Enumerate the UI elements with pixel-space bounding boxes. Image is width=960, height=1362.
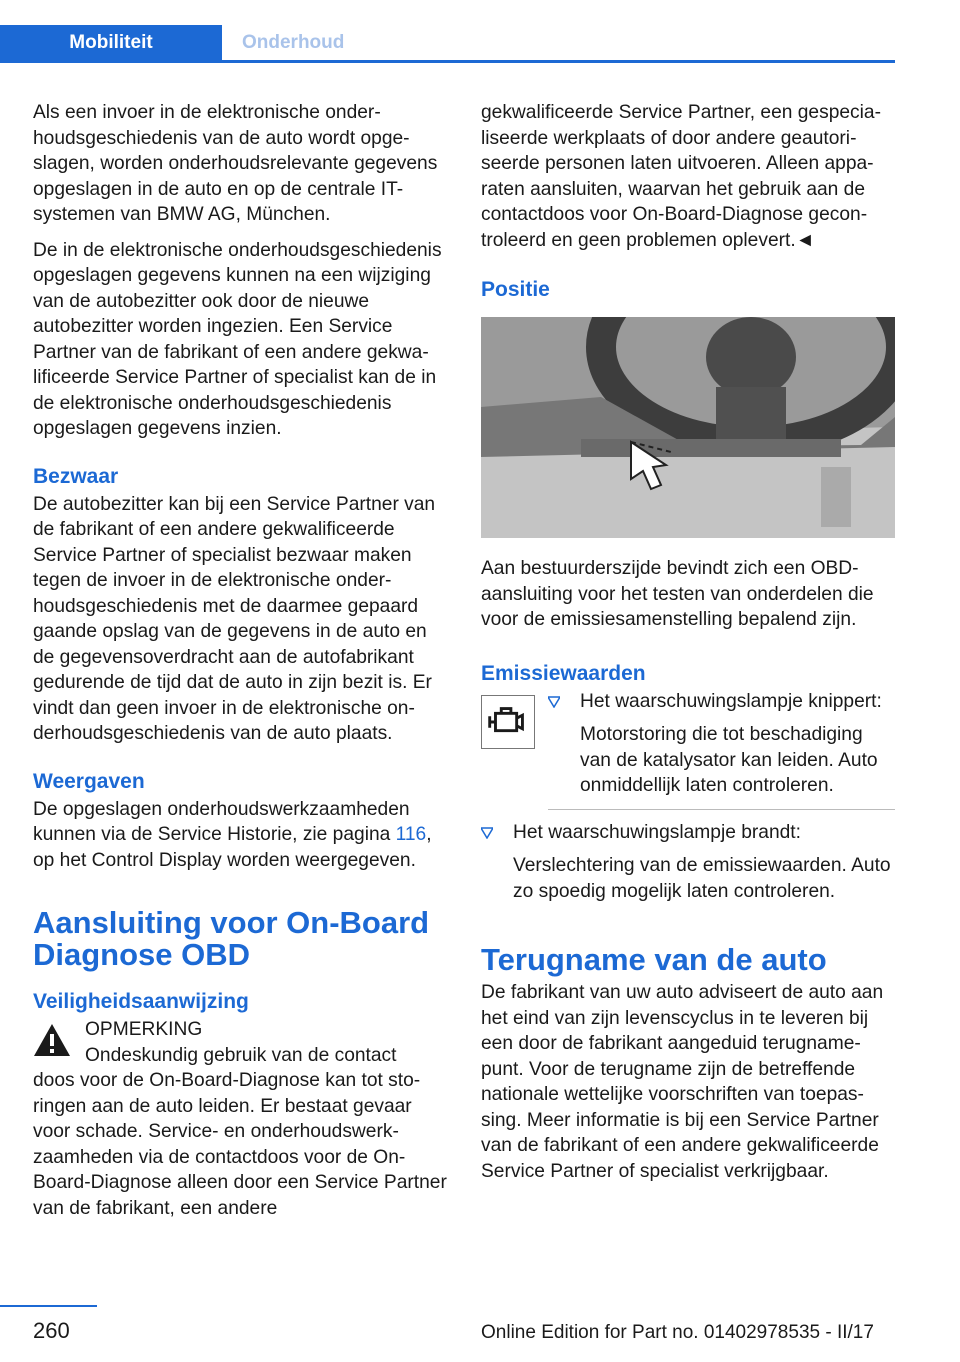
paragraph <box>33 797 447 874</box>
tab-onderhoud[interactable]: Onderhoud <box>242 32 345 53</box>
page-link[interactable]: 116 <box>395 824 427 845</box>
heading-positie: Positie <box>481 278 550 301</box>
list-item <box>548 689 895 799</box>
list-item-text: Motorstoring die tot beschadiging van de katalysator kan leiden. Auto onmiddellijk laten controleren. <box>580 724 878 796</box>
heading-obd: Aansluiting voor On-Board Diagnose OBD <box>33 905 430 972</box>
paragraph: Als een invoer in de elektronische onderhoudsgeschiedenis van de auto wordt opgeslagen, worden onderhoudsrelevante gegevens opgeslagen in de auto en op de centrale IT-systemen van BMW AG, München. <box>33 102 438 225</box>
engine-warning-icon <box>481 695 535 749</box>
note-text-continued: doos voor de On-Board-Diagnose kan tot storingen aan de auto leiden. Er bestaat gevaar voor schade. Service- en onderhoudswerkzaamheden via de contactdoos voor de On-Board-Diagnose alleen door een Service Partner van de fabrikant, een andere <box>33 1070 447 1219</box>
heading-bezwaar: Bezwaar <box>33 464 119 488</box>
obd-location-photo <box>481 317 895 538</box>
paragraph: De fabrikant van uw auto adviseert de auto aan het eind van zijn levenscyclus in te leveren bij een door de fabrikant aangeduid terugnamepunt. Voor de terugname zijn de betreffende nationale wettelijke voorschriften van toepassing. Meer informatie is bij een Service Partner van de fabrikant of een andere gekwalificeerde Service Partner of specialist verkrijgbaar. <box>481 982 884 1182</box>
edition-note: Online Edition for Part no. 01402978535 - II/17 <box>481 1322 874 1343</box>
note-label: OPMERKING <box>85 1019 203 1040</box>
list-item-title: Het waarschuwingslampje knippert: <box>580 690 882 712</box>
warning-note <box>33 1017 447 1221</box>
left-column <box>33 100 447 1221</box>
bullet-triangle-icon <box>481 827 493 839</box>
tab-mobiliteit[interactable]: Mobiliteit <box>0 25 222 60</box>
tab-rule <box>0 60 895 63</box>
list-item-title: Het waarschuwingslampje brandt: <box>513 821 801 843</box>
warning-triangle-icon <box>33 1023 71 1057</box>
paragraph: Aan bestuurderszijde bevindt zich een OBD-aansluiting voor het testen van onderdelen die voor de emissiesamenstelling bepalend zijn. <box>481 558 874 630</box>
list-item-text: Verslechtering van de emissiewaarden. Auto zo spoedig mogelijk laten controleren. <box>513 855 891 902</box>
heading-safety: Veiligheidsaanwijzing <box>33 990 249 1013</box>
divider <box>548 809 895 810</box>
note-text: Ondeskundig gebruik van de contact <box>85 1044 397 1066</box>
text: , op het Control Display worden weergegeven. <box>33 824 432 871</box>
heading-emissiewaarden: Emissiewaarden <box>481 661 646 685</box>
text: De opgeslagen onderhoudswerkzaamheden kunnen via de Service Historie, zie pagina <box>33 798 410 845</box>
footer-rule <box>0 1305 97 1307</box>
paragraph: gekwalificeerde Service Partner, een gespecialiseerde werkplaats of door andere geautoriseerde personen laten uitvoeren. Alleen apparaten aansluiten, waarvan het gebruik aan de contactdoos voor On-Board-Diagnose gecontroleerd en geen problemen oplevert.◄ <box>481 102 881 251</box>
emission-list <box>481 689 895 905</box>
page-number: 260 <box>33 1318 70 1343</box>
right-column <box>481 100 895 1194</box>
heading-weergaven: Weergaven <box>33 769 145 793</box>
list-item <box>481 820 895 905</box>
heading-terugname: Terugname van de auto <box>481 942 827 977</box>
bullet-triangle-icon <box>548 696 560 708</box>
paragraph: De in de elektronische onderhoudsgeschiedenis opgeslagen gegevens kunnen na een wijziging van de autobezitter ook door de nieuwe autobezitter worden ingezien. Een Service Partner van de fabrikant of een andere gekwalificeerde Service Partner of specialist kan de in de elektronische onderhoudsgeschiedenis opgeslagen gegevens inzien. <box>33 239 442 439</box>
paragraph: De autobezitter kan bij een Service Partner van de fabrikant of een andere gekwalificeerde Service Partner of specialist bezwaar maken tegen de invoer in de elektronische onderhoudsgeschiedenis met de daarmee gepaard gaande opslag van de gegevens in de auto en de gegevensoverdracht aan de autofabrikant gedurende de tijd dat de auto in zijn bezit is. Er vindt dan geen invoer in de elektronische onderhoudsgeschiedenis van de auto plaats. <box>33 493 436 744</box>
chapter-tabs <box>0 25 895 63</box>
